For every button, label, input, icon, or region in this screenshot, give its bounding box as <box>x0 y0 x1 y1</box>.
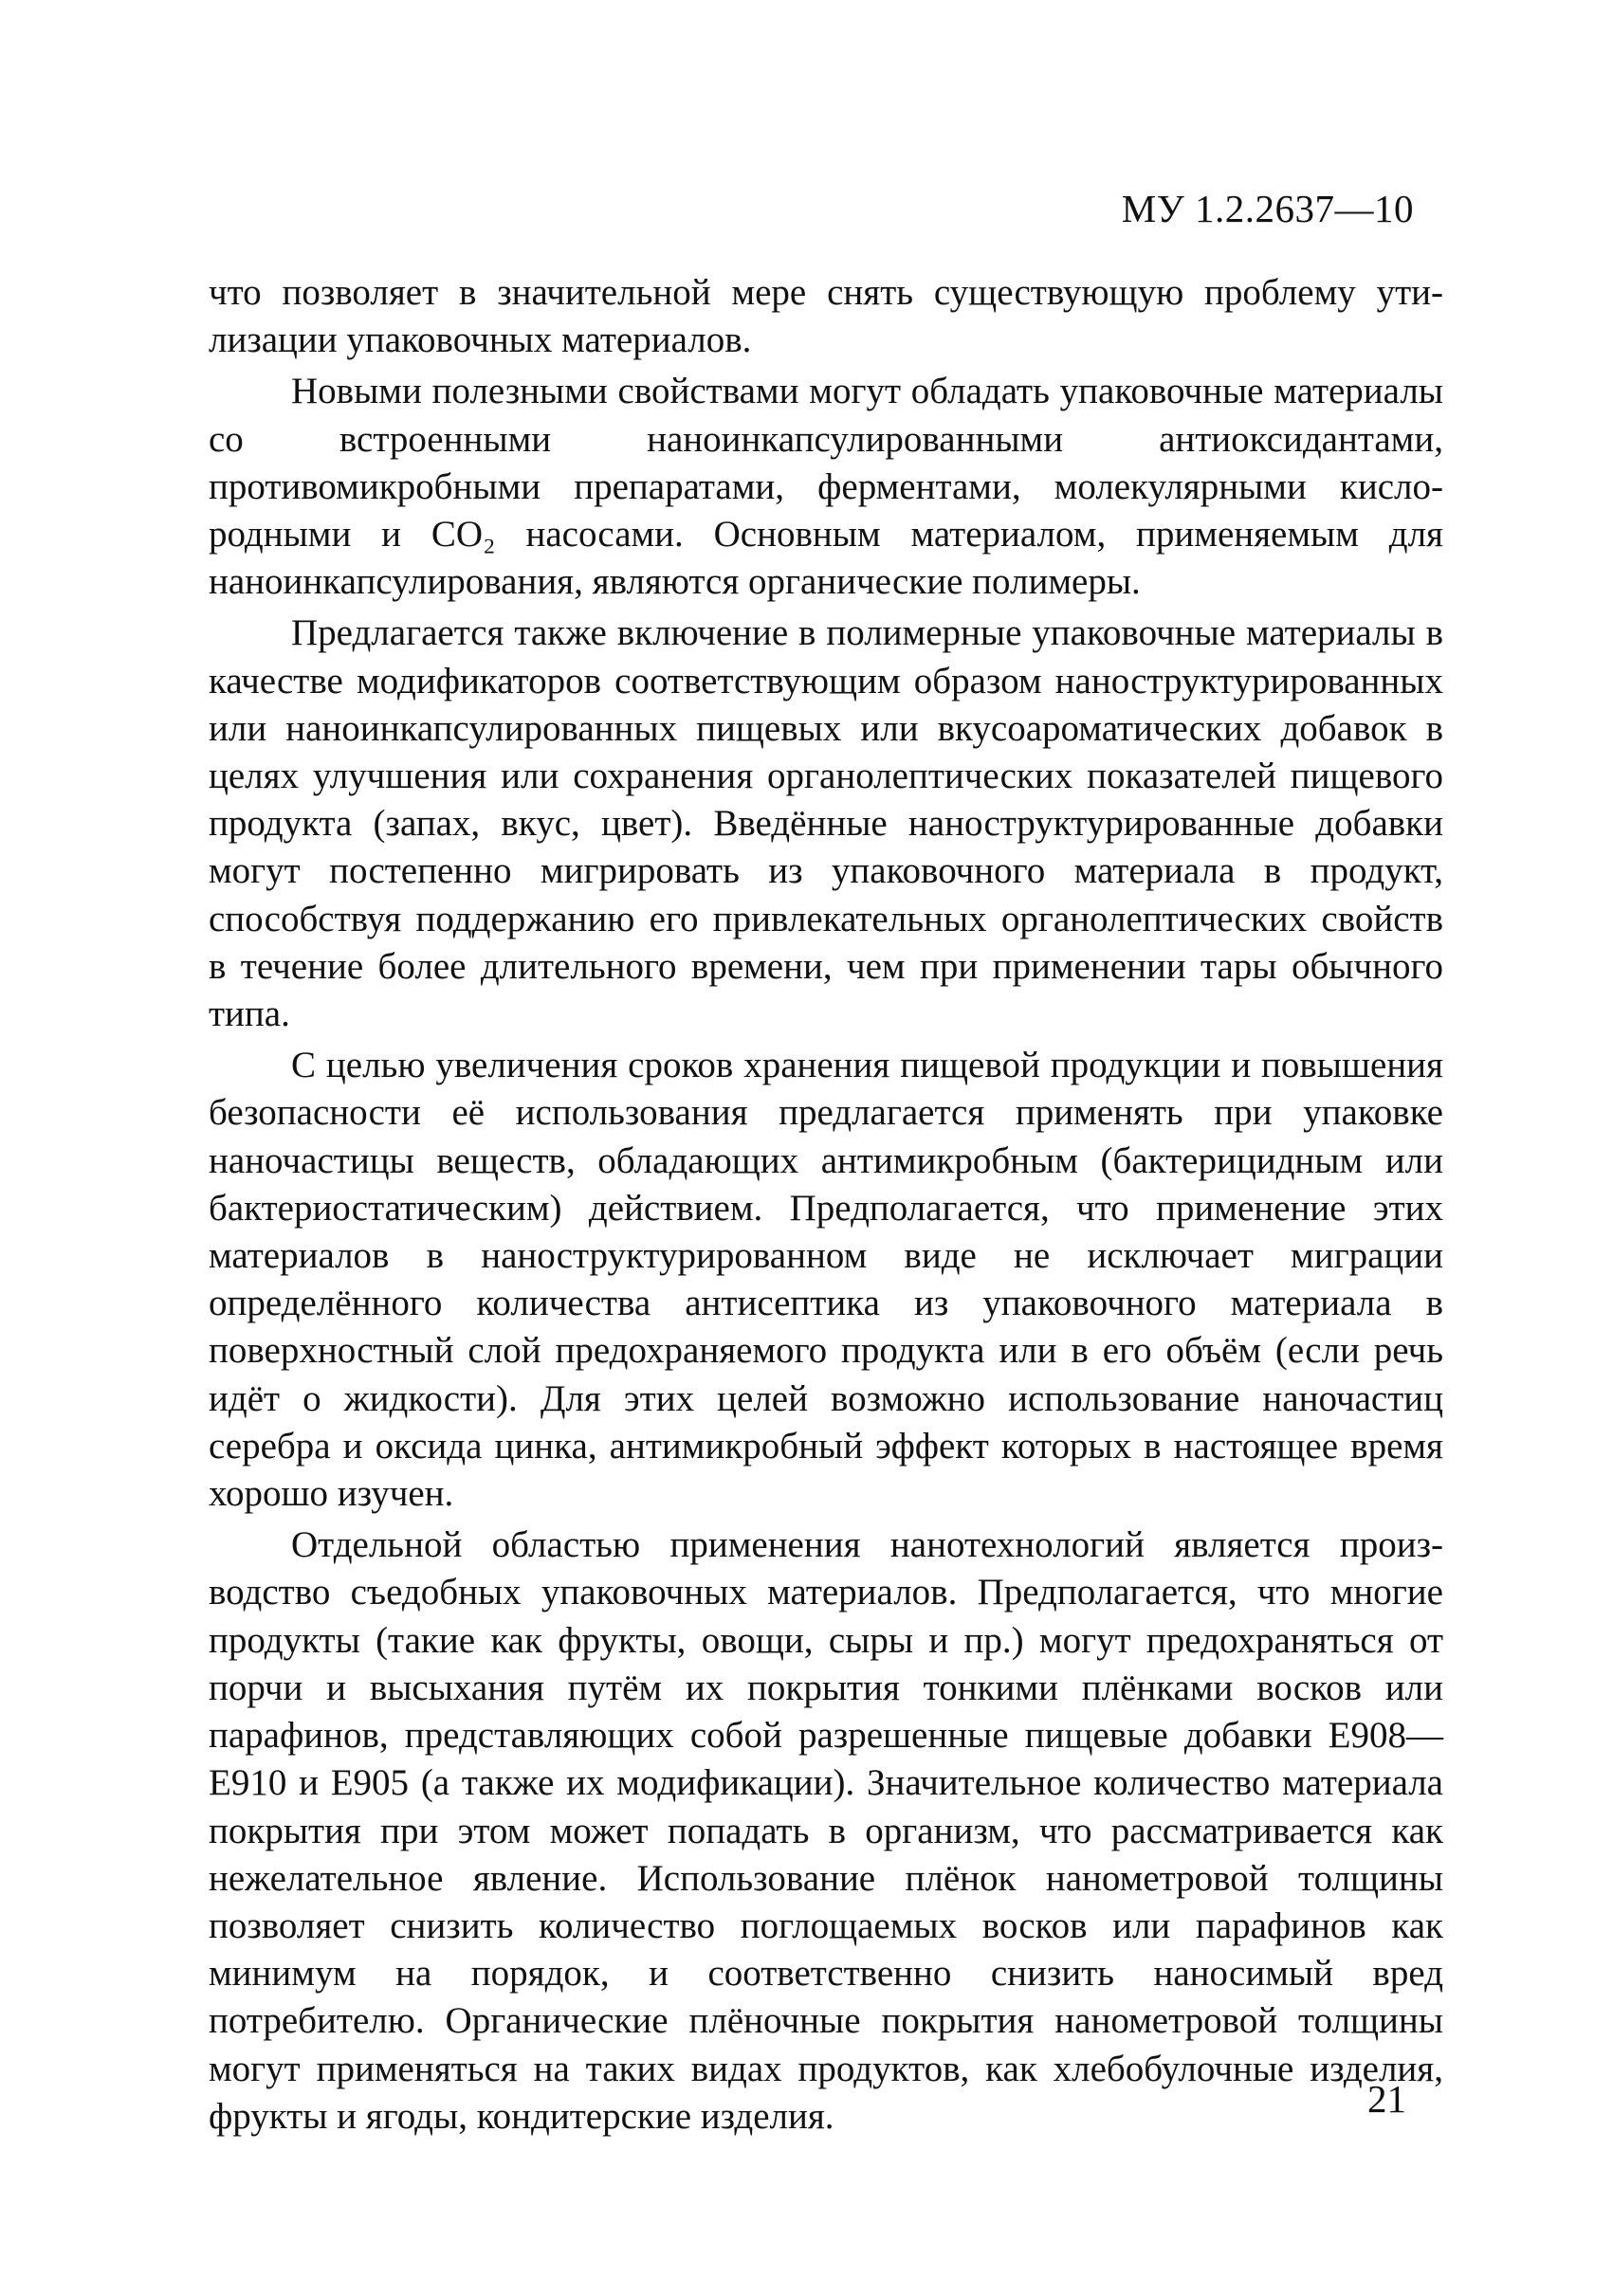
paragraph-antimicrobial: С целью увеличения сроков хранения пищевой продукции и повышения безопасности её использования предлагается применять при упаковке наночастицы веществ, обладающих антимикробным (бактерицидным или бактериостатическим) действием. Предполагается, что применение этих материалов в наноструктурированном виде не исключает миграции определённого количества антисептика из упаковочного материала в поверхностный слой предохраняемого продукта или в его объём (если речь идёт о жидкости). Для этих целей возможно использование наночастиц серебра и оксида цинка, антимикробный эффект которых в настоящее время хорошо изучен. <box>209 1045 1443 1515</box>
paragraph-modifiers: Предлагается также включение в полимерные упаковочные материалы в качестве модификаторов соответствующим образом наноструктурированных или наноинкапсулированных пищевых или вкусоароматических добавок в целях улучшения или сохранения органолептических показателей пищевого продукта (запах, вкус, цвет). Введённые наноструктурированные добавки могут постепенно мигрировать из упаковочного материала в продукт, способствуя поддержанию его привлекательных органолептических свойств в течение более длительного времени, чем при применении тары обычного типа. <box>209 612 1443 1035</box>
paragraph-edible-packaging: Отдельной областью применения нанотехнологий является производство съедобных упаковочных материалов. Предполагается, что многие продукты (такие как фрукты, овощи, сыры и пр.) могут предохраняться от порчи и высыхания путём их покрытия тонкими плёнками восков или парафинов, представляющих собой разрешенные пищевые добавки Е908—Е910 и Е905 (а также их модификации). Значительное количество материала покрытия при этом может попадать в организм, что рассматривается как нежелательное явление. Использование плёнок нанометровой толщины позволяет снизить количество поглощаемых восков или парафинов как минимум на порядок, и соответственно снизить наносимый вред потребителю. Органические плёночные покрытия нанометровой толщины могут применяться на таких видах продуктов, как хлебобулочные изделия, фрукты и ягоды, кондитерские изделия. <box>209 1524 1443 2137</box>
body-text <box>209 269 1443 2144</box>
paragraph-continuation: что позволяет в значительной мере снять существующую проблему утилизации упаковочных материалов. <box>209 272 1443 361</box>
paragraph-packaging-properties: Новыми полезными свойствами могут обладать упаковочные материалы со встроенными наноинкапсулированными антиоксидантами, противомикробными препаратами, ферментами, молекулярными кислородными и CO₂ насосами. Основным материалом, применяемым для наноинкапсулирования, являются органические полимеры. <box>209 371 1443 603</box>
document-code: МУ 1.2.2637—10 <box>1121 187 1414 230</box>
page-number: 21 <box>1367 2077 1406 2121</box>
